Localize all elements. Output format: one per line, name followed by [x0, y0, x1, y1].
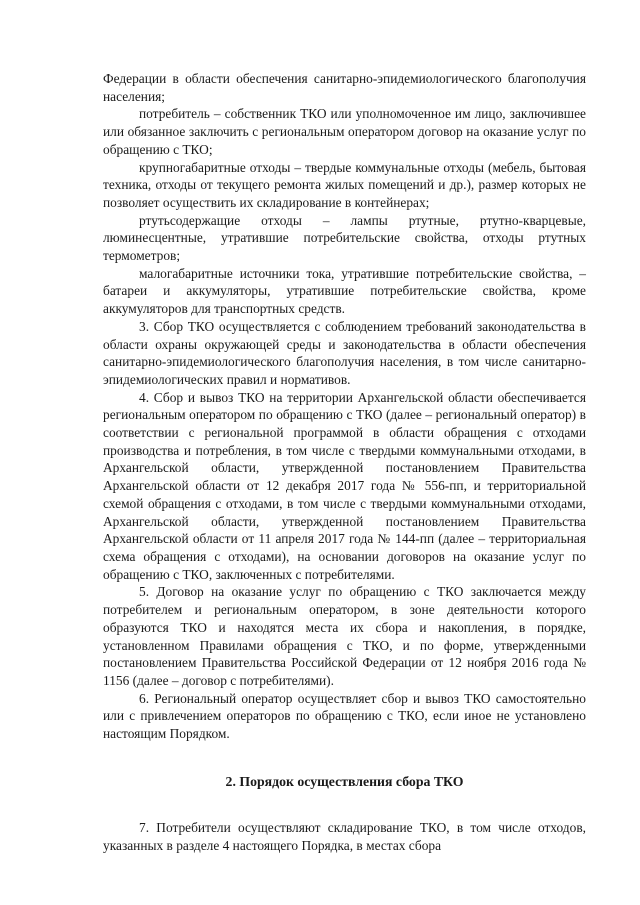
paragraphs-after [103, 819, 586, 854]
paragraph: малогабаритные источники тока, утратившие потребительские свойства, – батареи и аккумуляторы, утратившие потребительские свойства, кроме аккумуляторов для транспортных средств. [103, 265, 586, 317]
paragraph: 3. Сбор ТКО осуществляется с соблюдением требований законодательства в области охраны окружающей среды и законодательства в области обеспечения санитарно-эпидемиологического благополучия населения, в том числе санитарно-эпидемиологических правил и нормативов. [103, 318, 586, 387]
paragraph: 5. Договор на оказание услуг по обращению с ТКО заключается между потребителем и региональным оператором, в зоне деятельности которого образуются ТКО и находятся места их сбора и накопления, в порядке, установленном Правилами обращения с ТКО, и по форме, утвержденными постановлением Правительства Российской Федерации от 12 ноября 2016 года № 1156 (далее – договор с потребителями). [103, 584, 586, 688]
paragraph: 6. Региональный оператор осуществляет сбор и вывоз ТКО самостоятельно или с привлечением операторов по обращению с ТКО, если иное не установлено настоящим Порядком. [103, 690, 586, 742]
paragraph: 4. Сбор и вывоз ТКО на территории Архангельской области обеспечивается региональным оператором по обращению с ТКО (далее – региональный оператор) в соответствии с региональной программой в области обращения с отходами производства и потребления, в том числе с твердыми коммунальными отходами, в Архангельской области, утвержденной постановлением Правительства Архангельской области от 12 декабря 2017 года № 556-пп, и территориальной схемой обращения с отходами, в том числе с твердыми коммунальными отходами, Архангельской области, утвержденной постановлением Правительства Архангельской области от 11 апреля 2017 года № 144-пп (далее – территориальная схема обращения с отходами), на основании договоров на оказание услуг по обращению с ТКО, заключенных с потребителями. [103, 389, 586, 582]
paragraph: ртутьсодержащие отходы – лампы ртутные, ртутно-кварцевые, люминесцентные, утратившие потребительские свойства, отходы ртутных термометров; [103, 212, 586, 264]
paragraph: потребитель – собственник ТКО или уполномоченное им лицо, заключившее или обязанное заключить с региональным оператором договор на оказание услуг по обращению с ТКО; [103, 106, 586, 157]
paragraphs-before [103, 70, 586, 743]
paragraph: крупногабаритные отходы – твердые коммунальные отходы (мебель, бытовая техника, отходы от текущего ремонта жилых помещений и др.), размер которых не позволяет осуществить их складирование в контейнерах; [103, 159, 586, 210]
paragraph: Федерации в области обеспечения санитарно-эпидемиологического благополучия населения; [103, 71, 586, 104]
document-page [103, 70, 586, 855]
section-heading: 2. Порядок осуществления сбора ТКО [225, 773, 464, 789]
paragraph: 7. Потребители осуществляют складирование ТКО, в том числе отходов, указанных в разделе 4 настоящего Порядка, в местах сбора [103, 820, 586, 854]
